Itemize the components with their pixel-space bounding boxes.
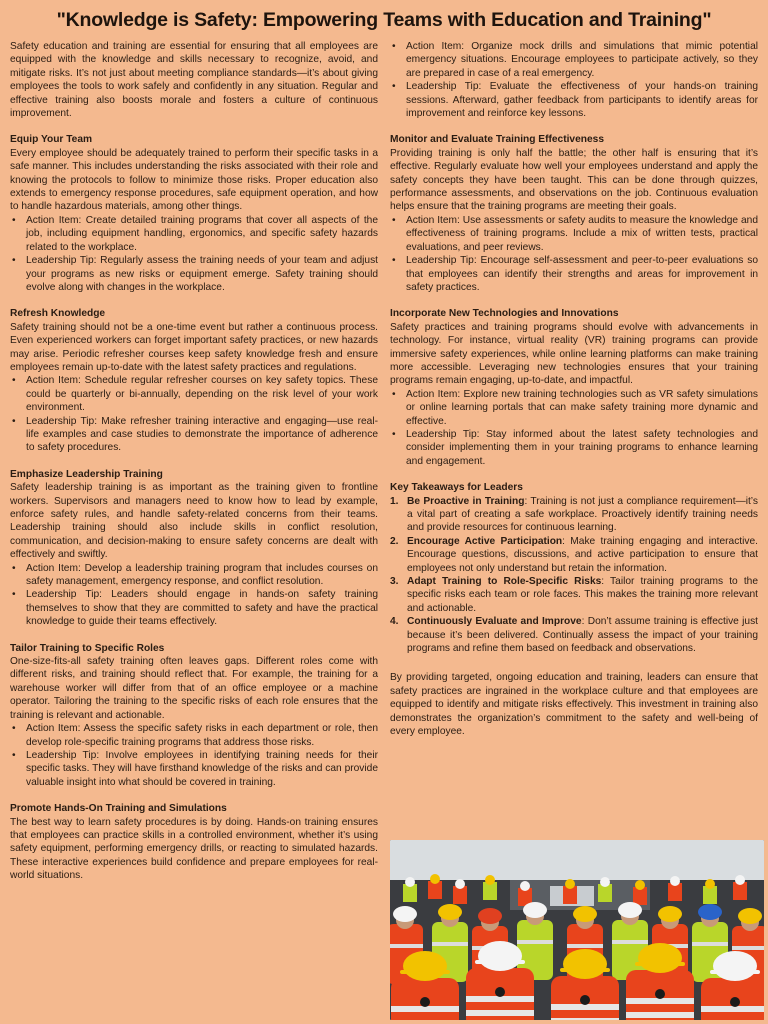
section-body: One-size-fits-all safety training often leaves gaps. Different roles come with different risks, and training should reflect that. For example, the training for a warehouse worker will differ from that of an office employee or a machine operator. Tailoring the training to the specific risks of each role ensures that the training is relevant and actionable. xyxy=(10,656,378,721)
takeaways-list xyxy=(390,495,758,656)
section-body: Safety practices and training programs should evolve with advancements in technology. For instance, virtual reality (VR) training programs can provide immersive safety experiences, while online learning platforms can make training more accessible. Leveraging new technologies ensures that your training programs remain engaging, up-to-date, and impactful. xyxy=(390,321,758,387)
reflective-stripe xyxy=(390,944,423,948)
foreground-worker-helmet xyxy=(403,951,447,981)
distant-worker-helmet xyxy=(600,877,610,887)
reflective-stripe xyxy=(692,942,728,946)
distant-worker-helmet xyxy=(485,875,495,885)
distant-worker-helmet xyxy=(430,874,440,884)
worker-helmet xyxy=(393,906,417,922)
section-heading: Incorporate New Technologies and Innovations xyxy=(390,308,619,320)
bullet-item: • Action Item: Organize mock drills and simulations that mimic potential emergency situations. Encourage employees to participate actively, so they are prepared in case of a real emergency. xyxy=(390,40,758,80)
reflective-stripe xyxy=(432,942,468,946)
section-heading: Tailor Training to Specific Roles xyxy=(10,642,165,654)
takeaway-title: Continuously Evaluate and Improve xyxy=(407,616,582,628)
bullet-item: • Leadership Tip: Involve employees in identifying training needs for their specific tasks. They will have firsthand knowledge of the risks and can provide valuable insight into what should be covered in training. xyxy=(10,749,378,789)
closing-paragraph: By providing targeted, ongoing education and training, leaders can ensure that safety practices are ingrained in the workplace culture and that employees are equipped to identify and mitigate risks effectively. This investment in training also demonstrates the organization’s commitment to the safety and well-being of every employee. xyxy=(390,672,758,738)
bullet-list xyxy=(10,374,378,454)
helmet-brim xyxy=(710,970,760,974)
section-body: The best way to learn safety procedures is by doing. Hands-on training ensures that employees can practice skills in a controlled environment, whether it’s using safety equipment, performing emergency drills, or reacting to simulated hazards. These interactive experiences build confidence and prepare employees for real-world situations. xyxy=(10,816,378,882)
takeaway-item xyxy=(390,495,758,535)
section-body: Safety leadership training is as important as the training given to frontline workers. Supervisors and managers need to know how to lead by example, enforce safety rules, and handle safety-related concerns from their teams. Leadership training should also include skills in conflict resolution, communication, and decision-making to ensure safety concerns are dealt with effectively and swiftly. xyxy=(10,482,378,561)
takeaway-text: : Make training engaging and interactive. Encourage questions, discussions, and active participation to ensure that employees not only understand but retain the information. xyxy=(407,535,758,574)
bullet-list xyxy=(10,562,378,629)
reflective-stripe xyxy=(732,946,764,950)
bullet-item: • Leadership Tip: Evaluate the effectiveness of your hands-on training sessions. Afterward, gather feedback from participants to identify areas for improvement and reinforce key lessons. xyxy=(390,80,758,120)
bullet-item: • Action Item: Assess the specific safety risks in each department or role, then develop role-specific training programs that address those risks. xyxy=(10,722,378,749)
section xyxy=(10,642,378,789)
bullet-item: • Action Item: Develop a leadership training program that includes courses on safety management, emergency response, and conflict resolution. xyxy=(10,562,378,589)
worker-helmet xyxy=(698,904,722,920)
section-heading: Equip Your Team xyxy=(10,134,93,146)
takeaway-text: : Don’t assume training is effective just because it’s been delivered. Continually assess the impact of your training programs and refine them based on feedback and observations. xyxy=(407,616,758,655)
takeaway-item xyxy=(390,535,758,575)
reflective-stripe xyxy=(551,1018,619,1020)
left-sections xyxy=(10,133,378,882)
takeaway-number: 2. xyxy=(390,535,399,547)
section xyxy=(10,307,378,454)
section-heading: Monitor and Evaluate Training Effectiveness xyxy=(390,134,604,146)
section xyxy=(10,133,378,294)
takeaway-title: Be Proactive in Training xyxy=(407,495,525,507)
foreground-worker-helmet xyxy=(638,943,682,973)
distant-worker-helmet xyxy=(405,877,415,887)
article-title: "Knowledge is Safety: Empowering Teams with Education and Training" xyxy=(56,9,712,31)
takeaway-title: Encourage Active Participation xyxy=(407,535,563,547)
reflective-stripe xyxy=(466,1010,534,1016)
bullet-item: • Leadership Tip: Leaders should engage in hands-on safety training themselves to show that they are committed to safety and have the practical knowledge to guide their teams effectively. xyxy=(10,588,378,628)
reflective-stripe xyxy=(517,940,553,944)
bullet-item: • Leadership Tip: Regularly assess the training needs of your team and adjust your programs as new risks or equipment emerge. Safety training should evolve along with changes in the workplace. xyxy=(10,254,378,294)
bullet-item: • Action Item: Explore new training technologies such as VR safety simulations or online learning portals that can make safety training more dynamic and effective. xyxy=(390,388,758,428)
distant-worker-helmet xyxy=(705,879,715,889)
reflective-stripe xyxy=(612,940,648,944)
vest-logo xyxy=(495,987,505,997)
takeaway-item xyxy=(390,615,758,655)
worker-helmet xyxy=(738,908,762,924)
workers-illustration xyxy=(390,840,764,1020)
distant-worker-helmet xyxy=(565,879,575,889)
section xyxy=(390,307,758,468)
distant-worker-helmet xyxy=(735,875,745,885)
worker-helmet xyxy=(573,906,597,922)
takeaway-item xyxy=(390,575,758,615)
workers-photo xyxy=(390,840,764,1020)
reflective-stripe xyxy=(567,944,603,948)
takeaway-number: 3. xyxy=(390,576,399,588)
foreground-worker-helmet xyxy=(563,949,607,979)
foreground-worker-helmet xyxy=(713,951,757,981)
takeaway-text: : Tailor training programs to the specific risks each team or role faces. This makes the training more relevant and actionable. xyxy=(407,576,758,614)
distant-worker-helmet xyxy=(455,879,465,889)
worker-helmet xyxy=(658,906,682,922)
section-heading: Emphasize Leadership Training xyxy=(10,468,163,480)
section-heading: Refresh Knowledge xyxy=(10,308,106,320)
takeaway-text: : Training is not just a compliance requirement—it’s a vital part of creating a safe workplace. Proactively identify training needs and provide resources for continuous learning. xyxy=(407,495,758,534)
reflective-stripe xyxy=(701,1006,764,1012)
foreground-worker-helmet xyxy=(478,941,522,971)
closing-section xyxy=(390,671,758,738)
vest-logo xyxy=(580,995,590,1005)
section-body: Every employee should be adequately trained to perform their specific tasks in a safe manner. This includes understanding the risks associated with their role and knowing the protocols to follow to minimize those risks. Proper education also extends to emergency response procedures, safe equipment operation, and how to handle hazardous materials, among other things. xyxy=(10,147,378,213)
vest-logo xyxy=(730,997,740,1007)
bullet-list xyxy=(390,214,758,294)
takeaways-heading: Key Takeaways for Leaders xyxy=(390,482,523,494)
helmet-brim xyxy=(560,968,610,972)
vest-logo xyxy=(655,989,665,999)
bullet-item: • Leadership Tip: Encourage self-assessment and peer-to-peer evaluations so that employees can identify their strengths and areas for improvement in safety practices. xyxy=(390,254,758,294)
right-sections xyxy=(390,133,758,468)
section xyxy=(10,802,378,882)
hands-on-continued xyxy=(390,40,758,120)
section-heading: Promote Hands-On Training and Simulations xyxy=(10,803,227,815)
section-body: Providing training is only half the battle; the other half is ensuring that it’s effective. Regularly evaluate how well your employees understand and apply the safety concepts they have been taught. This can be done through quizzes, performance assessments, and observations on the job. Continuous evaluation helps ensure that the training programs are meeting their goals. xyxy=(390,147,758,213)
section xyxy=(10,468,378,629)
helmet-brim xyxy=(635,962,685,966)
worker-helmet xyxy=(438,904,462,920)
bullet-item: • Action Item: Schedule regular refresher courses on key safety topics. These could be quarterly or bi-annually, depending on the risk level of your work environment. xyxy=(10,374,378,414)
hands-on-bullets xyxy=(390,40,758,120)
takeaway-title: Adapt Training to Role-Specific Risks xyxy=(407,576,602,588)
distant-worker-helmet xyxy=(670,876,680,886)
worker-helmet xyxy=(523,902,547,918)
bullet-list xyxy=(390,388,758,468)
takeaways-section xyxy=(390,481,758,655)
distant-worker-helmet xyxy=(635,880,645,890)
bullet-list xyxy=(10,722,378,789)
vest-logo xyxy=(420,997,430,1007)
takeaway-number: 4. xyxy=(390,616,399,628)
helmet-brim xyxy=(400,970,450,974)
section-body: Safety training should not be a one-time event but rather a continuous process. Even experienced workers can forget important safety practices, or new hazards may arise. Periodic refresher courses keep safety knowledge fresh and ensure employees remain up-to-date with the latest safety practices and regulations. xyxy=(10,321,378,373)
distant-worker-helmet xyxy=(520,881,530,891)
bullet-item: • Action Item: Create detailed training programs that cover all aspects of the job, including equipment handling, ergonomics, and specific safety hazards related to the workplace. xyxy=(10,214,378,254)
takeaway-number: 1. xyxy=(390,495,399,507)
intro-paragraph: Safety education and training are essential for ensuring that all employees are equipped with the knowledge and skills necessary to recognize, avoid, and mitigate risks. It’s not just about meeting compliance standards—it’s about giving employees the tools to work safely and confidently in any situation. Regular and effective training also boosts morale and fosters a culture of continuous improvement. xyxy=(10,41,378,120)
section xyxy=(390,133,758,294)
reflective-stripe xyxy=(626,1012,694,1018)
worker-helmet xyxy=(618,902,642,918)
right-column xyxy=(390,40,758,752)
bullet-item: • Leadership Tip: Make refresher training interactive and engaging—use real-life examples and case studies to demonstrate the importance of adherence to safety procedures. xyxy=(10,415,378,455)
bullet-item: • Leadership Tip: Stay informed about the latest safety technologies and consider implementing them in your training programs to enhance learning and engagement. xyxy=(390,428,758,468)
left-column xyxy=(10,40,378,896)
worker-helmet xyxy=(478,908,502,924)
bullet-item: • Action Item: Use assessments or safety audits to measure the knowledge and effectiveness of training programs. Include a mix of written tests, practical evaluations, and peer reviews. xyxy=(390,214,758,254)
intro-section xyxy=(10,40,378,120)
helmet-brim xyxy=(475,960,525,964)
bullet-list xyxy=(10,214,378,294)
photo-ceiling xyxy=(390,840,764,880)
